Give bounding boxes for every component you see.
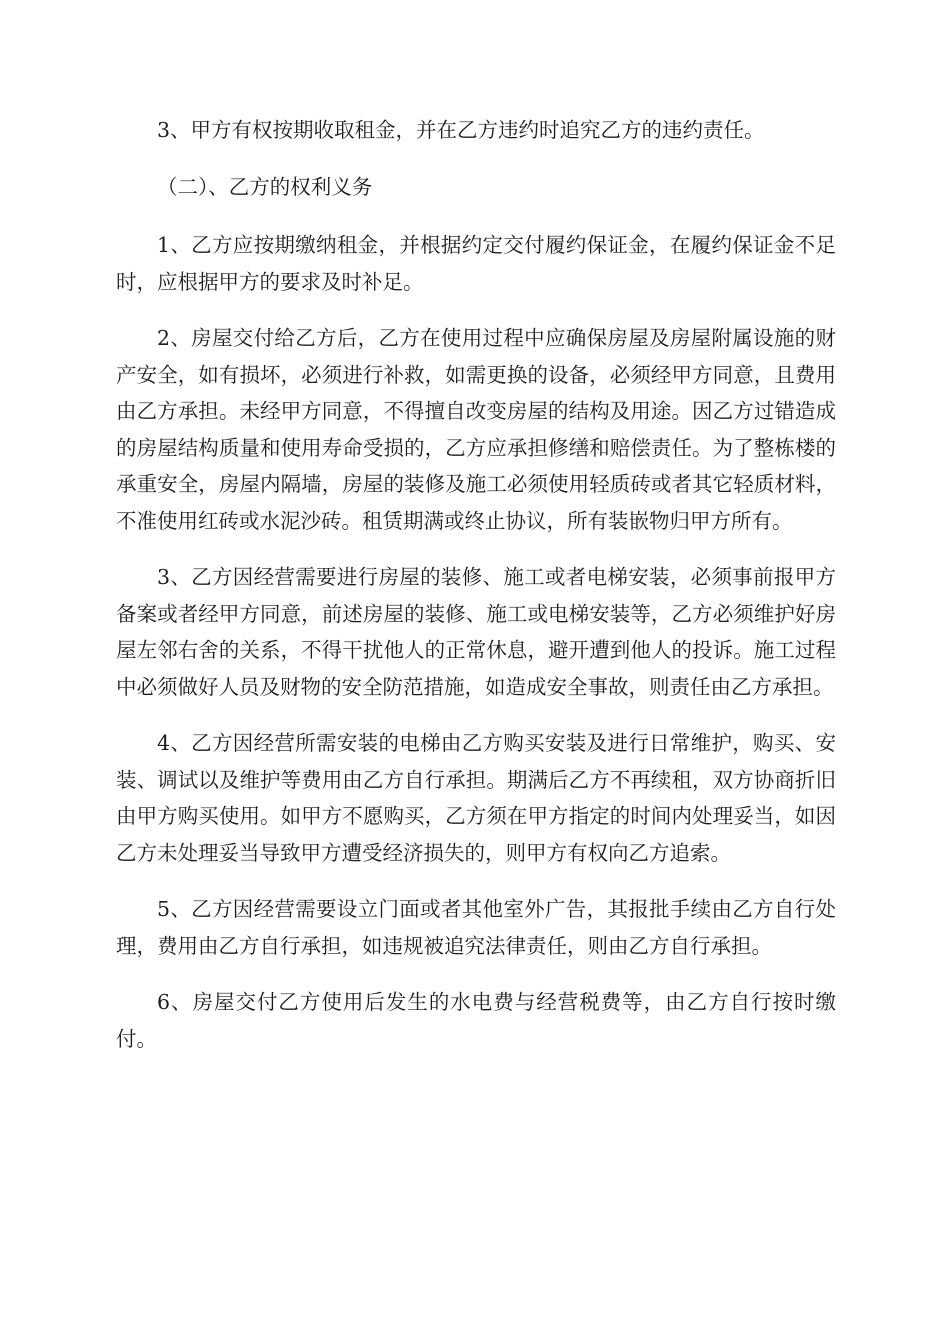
- clause-2-property-safety: 2、房屋交付给乙方后，乙方在使用过程中应确保房屋及房屋附属设施的财产安全，如有损坏，必须进行补救，如需更换的设备，必须经甲方同意，且费用由乙方承担。未经甲方同意，不得擅自改变房屋的结构及用途。因乙方过错造成的房屋结构质量和使用寿命受损的，乙方应承担修缮和赔偿责任。为了整栋楼的承重安全，房屋内隔墙，房屋的装修及施工必须使用轻质砖或者其它轻质材料，不准使用红砖或水泥沙砖。租赁期满或终止协议，所有装嵌物归甲方所有。: [116, 326, 836, 533]
- clause-1-rent-deposit: 1、乙方应按期缴纳租金，并根据约定交付履约保证金，在履约保证金不足时，应根据甲方的要求及时补足。: [116, 233, 836, 294]
- section-heading-tenant-rights: （二）、乙方的权利义务: [157, 174, 373, 199]
- clause-3-renovation: 3、乙方因经营需要进行房屋的装修、施工或者电梯安装，必须事前报甲方备案或者经甲方同意，前述房屋的装修、施工或电梯安装等，乙方必须维护好房屋左邻右舍的关系，不得干扰他人的正常休息，避开遭到他人的投诉。施工过程中必须做好人员及财物的安全防范措施，如造成安全事故，则责任由乙方承担。: [116, 565, 836, 699]
- document-body: [116, 112, 836, 1077]
- clause-4-elevator: 4、乙方因经营所需安装的电梯由乙方购买安装及进行日常维护，购买、安装、调试以及维护等费用由乙方自行承担。期满后乙方不再续租，双方协商折旧由甲方购买使用。如甲方不愿购买，乙方须在甲方指定的时间内处理妥当，如因乙方未处理妥当导致甲方遭受经济损失的，则甲方有权向乙方追索。: [116, 731, 836, 865]
- clause-6-utilities-taxes: 6、房屋交付乙方使用后发生的水电费与经营税费等，由乙方自行按时缴付。: [116, 990, 836, 1051]
- clause-3-landlord-rent-collection: 3、甲方有权按期收取租金，并在乙方违约时追究乙方的违约责任。: [157, 118, 765, 142]
- clause-5-signage: 5、乙方因经营需要设立门面或者其他室外广告，其报批手续由乙方自行处理，费用由乙方自行承担，如违规被追究法律责任，则由乙方自行承担。: [116, 897, 836, 958]
